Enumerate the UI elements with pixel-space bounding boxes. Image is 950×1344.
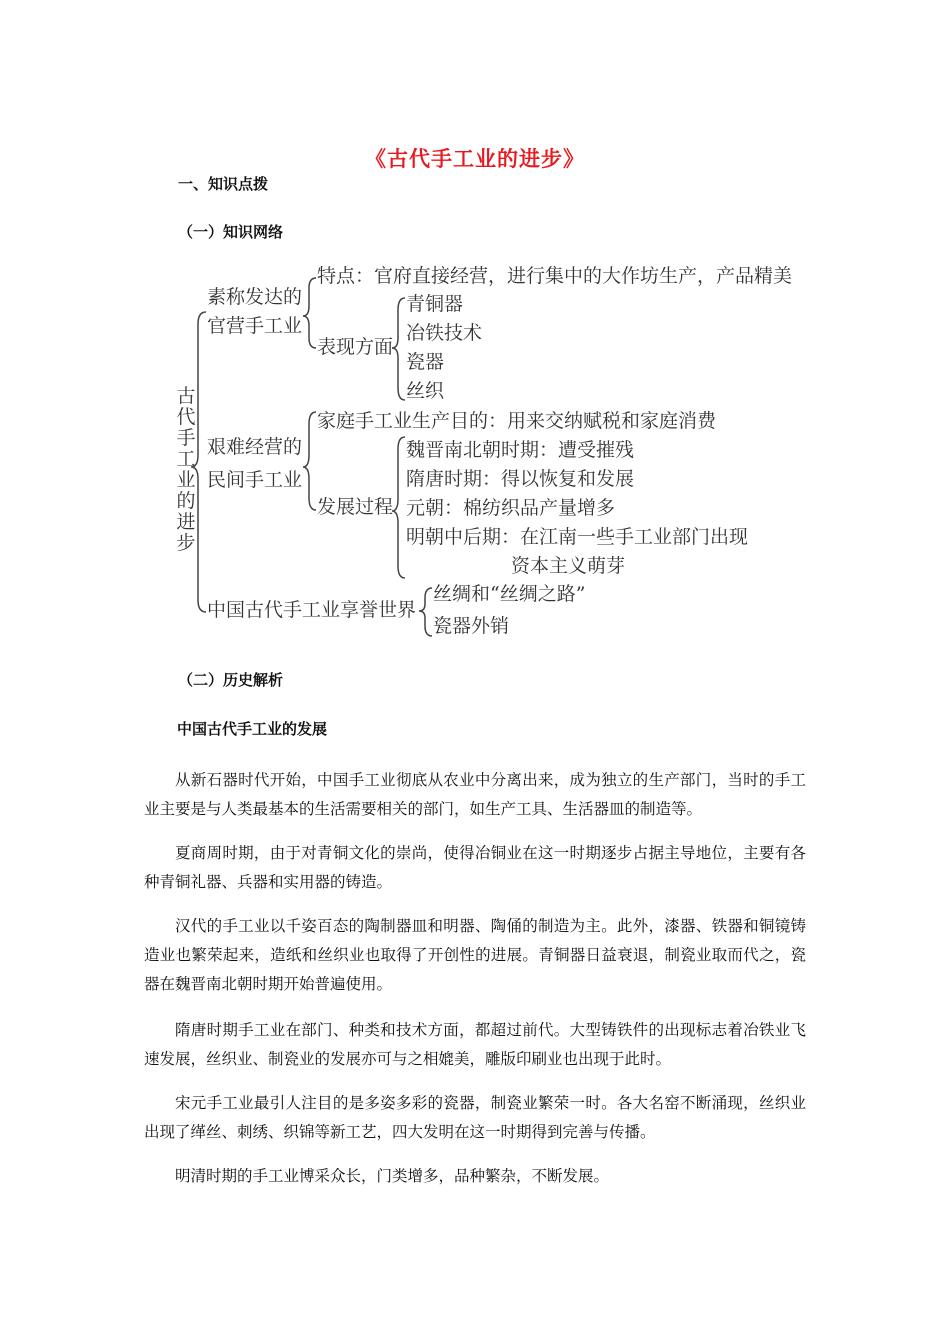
diagram-root-char: 的 (176, 490, 196, 512)
diagram-root-char: 步 (176, 532, 196, 554)
subheading-knowledge-network: （一）知识网络 (178, 223, 284, 241)
process-item: 元朝：棉纺织品产量增多 (406, 497, 616, 519)
world-label: 中国古代手工业享誉世界 (207, 599, 417, 621)
process-brace (392, 437, 405, 578)
process-item: 明朝中后期：在江南一些手工业部门出现 (406, 526, 749, 548)
article-heading: 中国古代手工业的发展 (177, 720, 328, 738)
official-label-line2: 官营手工业 (207, 315, 303, 337)
official-feature: 特点：官府直接经营，进行集中的大作坊生产，产品精美 (317, 265, 793, 287)
paragraph: 夏商周时期，由于对青铜文化的崇尚，使得冶铜业在这一时期逐步占据主导地位，主要有各种青铜礼器、兵器和实用器的铸造。 (144, 844, 806, 891)
folk-purpose: 家庭手工业生产目的：用来交纳赋税和家庭消费 (317, 410, 717, 432)
aspects-brace (392, 298, 405, 400)
diagram-root-char: 古 (176, 385, 196, 407)
world-item: 丝绸和“丝绸之路” (433, 583, 586, 605)
diagram-root-text (176, 385, 195, 554)
aspect-item: 冶铁技术 (406, 322, 483, 344)
diagram-root-char: 进 (176, 511, 196, 533)
official-label-line1: 素称发达的 (207, 286, 303, 308)
folk-process-label: 发展过程 (317, 496, 394, 518)
aspect-item: 青铜器 (406, 293, 464, 315)
paragraph: 隋唐时期手工业在部门、种类和技术方面，都超过前代。大型铸铁件的出现标志着冶铁业飞速发展，丝织业、制瓷业的发展亦可与之相媲美，雕版印刷业也出现于此时。 (144, 1021, 806, 1068)
world-item: 瓷器外销 (433, 615, 510, 637)
section-heading-knowledge: 一、知识点拨 (178, 175, 269, 193)
paragraph: 明清时期的手工业博采众长，门类增多，品种繁杂，不断发展。 (175, 1167, 610, 1185)
diagram-root-char: 工 (176, 448, 196, 470)
aspect-item: 瓷器 (406, 351, 445, 373)
process-item: 隋唐时期：得以恢复和发展 (406, 468, 635, 490)
diagram-root-char: 业 (176, 469, 196, 491)
subheading-history-analysis: （二）历史解析 (178, 671, 284, 689)
official-brace (303, 278, 316, 348)
world-brace (419, 588, 432, 636)
process-item-continuation: 资本主义萌芽 (511, 555, 626, 577)
official-aspects-label: 表现方面 (317, 336, 394, 358)
process-item: 魏晋南北朝时期：遭受摧残 (406, 439, 635, 461)
document-title: 《古代手工业的进步》 (365, 147, 585, 171)
diagram-root-label (176, 385, 195, 554)
diagram-root-char: 代 (176, 406, 196, 428)
paragraph: 宋元手工业最引人注目的是多姿多彩的瓷器，制瓷业繁荣一时。各大名窑不断涌现，丝织业出现了缂丝、刺绣、织锦等新工艺，四大发明在这一时期得到完善与传播。 (144, 1094, 806, 1141)
folk-label-line1: 艰难经营的 (207, 436, 303, 458)
paragraph: 从新石器时代开始，中国手工业彻底从农业中分离出来，成为独立的生产部门，当时的手工业主要是与人类最基本的生活需要相关的部门，如生产工具、生活器皿的制造等。 (144, 771, 806, 818)
diagram-root-char: 手 (176, 427, 196, 449)
folk-brace (303, 412, 316, 510)
folk-label-line2: 民间手工业 (207, 469, 303, 491)
knowledge-network-diagram (0, 0, 950, 650)
aspect-item: 丝织 (406, 380, 445, 402)
paragraph: 汉代的手工业以千姿百态的陶制器皿和明器、陶俑的制造为主。此外，漆器、铁器和铜镜铸造业也繁荣起来，造纸和丝织业也取得了开创性的进展。青铜器日益衰退，制瓷业取而代之，瓷器在魏晋南北朝时期开始普遍使用。 (144, 917, 806, 993)
